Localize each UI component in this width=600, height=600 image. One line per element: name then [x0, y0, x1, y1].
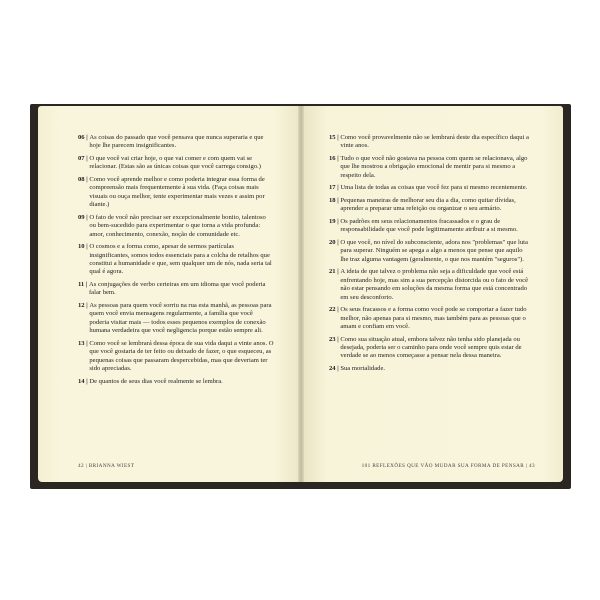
entry-11: 11 | As conjugações de verbo certeiras em um idioma que você poderia falar bem.: [78, 281, 274, 298]
entry-number: 08: [78, 176, 85, 183]
entry-number: 16: [329, 155, 336, 162]
entry-number: 09: [78, 213, 85, 221]
entry-12: 12 | As pessoas para quem você sorriu na rua esta manhã, as pessoas para quem você envia mensagens regularmente, a família que você poderia visitar mais — todos esses pequenos exemplos de conexão humana verdadeira que você negligencia porque estão sempre ali.: [78, 302, 274, 336]
entry-text: Sua mortalidade.: [340, 365, 386, 373]
entry-number: 06: [78, 134, 85, 141]
entry-07: 07 | O que você vai criar hoje, o que vai comer e com quem vai se relacionar. (Estas são as únicas coisas que você carrega consigo.): [78, 155, 274, 172]
entry-10: 10 | O cosmos e a forma como, apesar de sermos partículas insignificantes, somos todos essenciais para a colcha de retalhos que constitui a humanidade e que, sem qualquer um de nós, nada seria tal qual é agora.: [78, 243, 274, 277]
entry-text: Pequenas maneiras de melhorar seu dia a dia, como quitar dívidas, aprender a preparar uma refeição ou organizar o seu armário.: [340, 197, 516, 213]
entry-18: 18 | Pequenas maneiras de melhorar seu dia a dia, como quitar dívidas, aprender a preparar uma refeição ou organizar o seu armário.: [329, 197, 529, 214]
entry-text: Como você aprende melhor e como poderia integrar essa forma de compreensão mais frequentemente à sua vida. (Faça coisas mais visuais ou ouça melhor, tente experimentar mais vezes e assim por diante.): [89, 176, 265, 209]
entry-number: 11: [78, 281, 85, 289]
entry-number: 19: [329, 218, 336, 225]
entry-text: Os seus fracassos e a forma como você pode se comportar a fazer tudo melhor, não apenas para si mesmo, mas também para as pessoas que o amam e confiam em você.: [340, 306, 527, 331]
entry-21: 21 | A ideia de que talvez o problema não seja a dificuldade que você está enfrentando hoje, mas sim a sua percepção distorcida ou o fato de você não estar pensando em soluções da mesma forma que está concentrado em seu desconforto.: [329, 268, 529, 301]
entry-23: 23 | Como sua situação atual, embora talvez não tenha sido planejada ou desejada, poderia ser o caminho para onde você sempre quis estar de verdade se ao menos começasse a pensar nela dessa maneira.: [329, 336, 529, 361]
right-entries: [329, 134, 529, 378]
left-page: [38, 106, 301, 482]
entry-text: As conjugações de verbo certeiras em um idioma que você poderia falar bem.: [88, 281, 266, 297]
entry-number: 22: [329, 306, 336, 314]
entry-08: 08 | Como você aprende melhor e como poderia integrar essa forma de compreensão mais frequentemente à sua vida. (Faça coisas mais visuais ou ouça melhor, tente experimentar mais vezes e assim por diante.): [78, 176, 274, 210]
entry-number: 23: [329, 335, 336, 343]
entry-text: O que você vai criar hoje, o que vai comer e com quem vai se relacionar. (Estas são as únicas coisas que você carrega consigo.): [89, 155, 261, 171]
entry-text: O fato de você não precisar ser excepcionalmente bonito, talentoso ou bem-sucedido para experimentar o que torna a vida profunda: amor, conhecimento, conexão, noção de comunidade etc.: [89, 213, 266, 238]
entry-09: 09 | O fato de você não precisar ser excepcionalmente bonito, talentoso ou bem-sucedido para experimentar o que torna a vida profunda: amor, conhecimento, conexão, noção de comunidade etc.: [78, 214, 274, 239]
entry-number: 13: [78, 339, 85, 347]
entry-number: 12: [78, 302, 85, 310]
entry-text: O cosmos e a forma como, apesar de sermos partículas insignificantes, somos todos essenciais para a colcha de retalhos que constitui a humanidade e que, sem qualquer um de nós, nada seria tal qual é agora.: [89, 243, 272, 276]
left-page-footer: 42 | BRIANNA WIEST: [78, 463, 135, 469]
entry-13: 13 | Como você se lembrará dessa época de sua vida daqui a vinte anos. O que você gostaria de ter feito ou deixado de fazer, o que esqueceu, as pequenas coisas que passaram despercebidas, mas que deveriam ter sido apreciadas.: [78, 339, 274, 373]
entry-text: Uma lista de todas as coisas que você fez para si mesmo recentemente.: [340, 184, 528, 192]
entry-text: As pessoas para quem você sorriu na rua esta manhã, as pessoas para quem você envia mensagens regularmente, a família que você poderia visitar mais — todos esses pequenos exemplos de conexão humana verdadeira que você negligencia porque estão sempre ali.: [89, 302, 272, 335]
entry-number: 21: [329, 268, 336, 276]
entry-text: Tudo o que você não gostava na pessoa com quem se relacionava, algo que lhe mostrou a obrigação emocional de mentir para si mesmo a respeito dela.: [340, 155, 528, 179]
entry-text: Os padrões em seus relacionamentos fracassados e o grau de responsabilidade que você pode legitimamente atribuir a si mesmo.: [340, 218, 518, 234]
book-gutter: [298, 106, 304, 482]
entry-06: 06 | As coisas do passado que você pensava que nunca superaria e que hoje lhe parecem insignificantes.: [78, 134, 274, 151]
right-page-footer: 101 REFLEXÕES QUE VÃO MUDAR SUA FORMA DE PENSAR | 43: [361, 463, 535, 469]
entry-text: Como você se lembrará dessa época de sua vida daqui a vinte anos. O que você gostaria de ter feito ou deixado de fazer, o que esqueceu, as pequenas coisas que passaram despercebidas, mas que deveriam ter sido apreciadas.: [89, 339, 274, 373]
entry-19: 19 | Os padrões em seus relacionamentos fracassados e o grau de responsabilidade que você pode legitimamente atribuir a si mesmo.: [329, 218, 529, 235]
entry-number: 18: [329, 197, 336, 204]
entry-text: Como você provavelmente não se lembrará deste dia específico daqui a vinte anos.: [340, 134, 529, 150]
entry-text: A ideia de que talvez o problema não seja a dificuldade que você está enfrentando hoje, mas sim a sua percepção distorcida ou o fato de você não estar pensando em soluções da mesma forma que está concentrado em seu desconforto.: [340, 268, 529, 301]
entry-number: 24: [329, 365, 336, 373]
entry-16: 16 | Tudo o que você não gostava na pessoa com quem se relacionava, algo que lhe mostrou a obrigação emocional de mentir para si mesmo a respeito dela.: [329, 155, 528, 179]
right-page: [301, 106, 563, 482]
entry-number: 07: [78, 155, 85, 162]
left-entries: [78, 134, 274, 390]
entry-number: 15: [329, 134, 336, 141]
entry-text: Como sua situação atual, embora talvez não tenha sido planejada ou desejada, poderia ser o caminho para onde você sempre quis estar de verdade se ao menos começasse a pensar nela dessa maneira.: [340, 335, 522, 360]
entry-20: 20 | O que você, no nível do subconsciente, adora nos "problemas" que luta para superar. Ninguém se apega a algo a menos que pense que aquilo lhe traz alguma vantagem (geralmente, o que nos mantém "seguros").: [329, 239, 528, 263]
entry-22: 22 | Os seus fracassos e a forma como você pode se comportar a fazer tudo melhor, não apenas para si mesmo, mas também para as pessoas que o amam e confiam em você.: [329, 306, 529, 331]
entry-text: De quantos de seus dias você realmente se lembra.: [89, 377, 223, 385]
entry-number: 20: [329, 239, 336, 246]
entry-14: 14 | De quantos de seus dias você realmente se lembra.: [78, 378, 274, 386]
open-book: [30, 104, 571, 489]
entry-17: 17 | Uma lista de todas as coisas que você fez para si mesmo recentemente.: [329, 184, 528, 192]
entry-24: 24 | Sua mortalidade.: [329, 365, 529, 373]
entry-text: As coisas do passado que você pensava que nunca superaria e que hoje lhe parecem insignificantes.: [89, 134, 264, 150]
entry-number: 14: [78, 377, 85, 385]
entry-text: O que você, no nível do subconsciente, adora nos "problemas" que luta para superar. Ninguém se apega a algo a menos que pense que aquilo lhe traz alguma vantagem (geralmente, o que nos mantém "seguros").: [340, 239, 528, 263]
entry-number: 17: [329, 184, 336, 192]
entry-number: 10: [78, 243, 85, 251]
entry-15: 15 | Como você provavelmente não se lembrará deste dia específico daqui a vinte anos.: [329, 134, 529, 150]
